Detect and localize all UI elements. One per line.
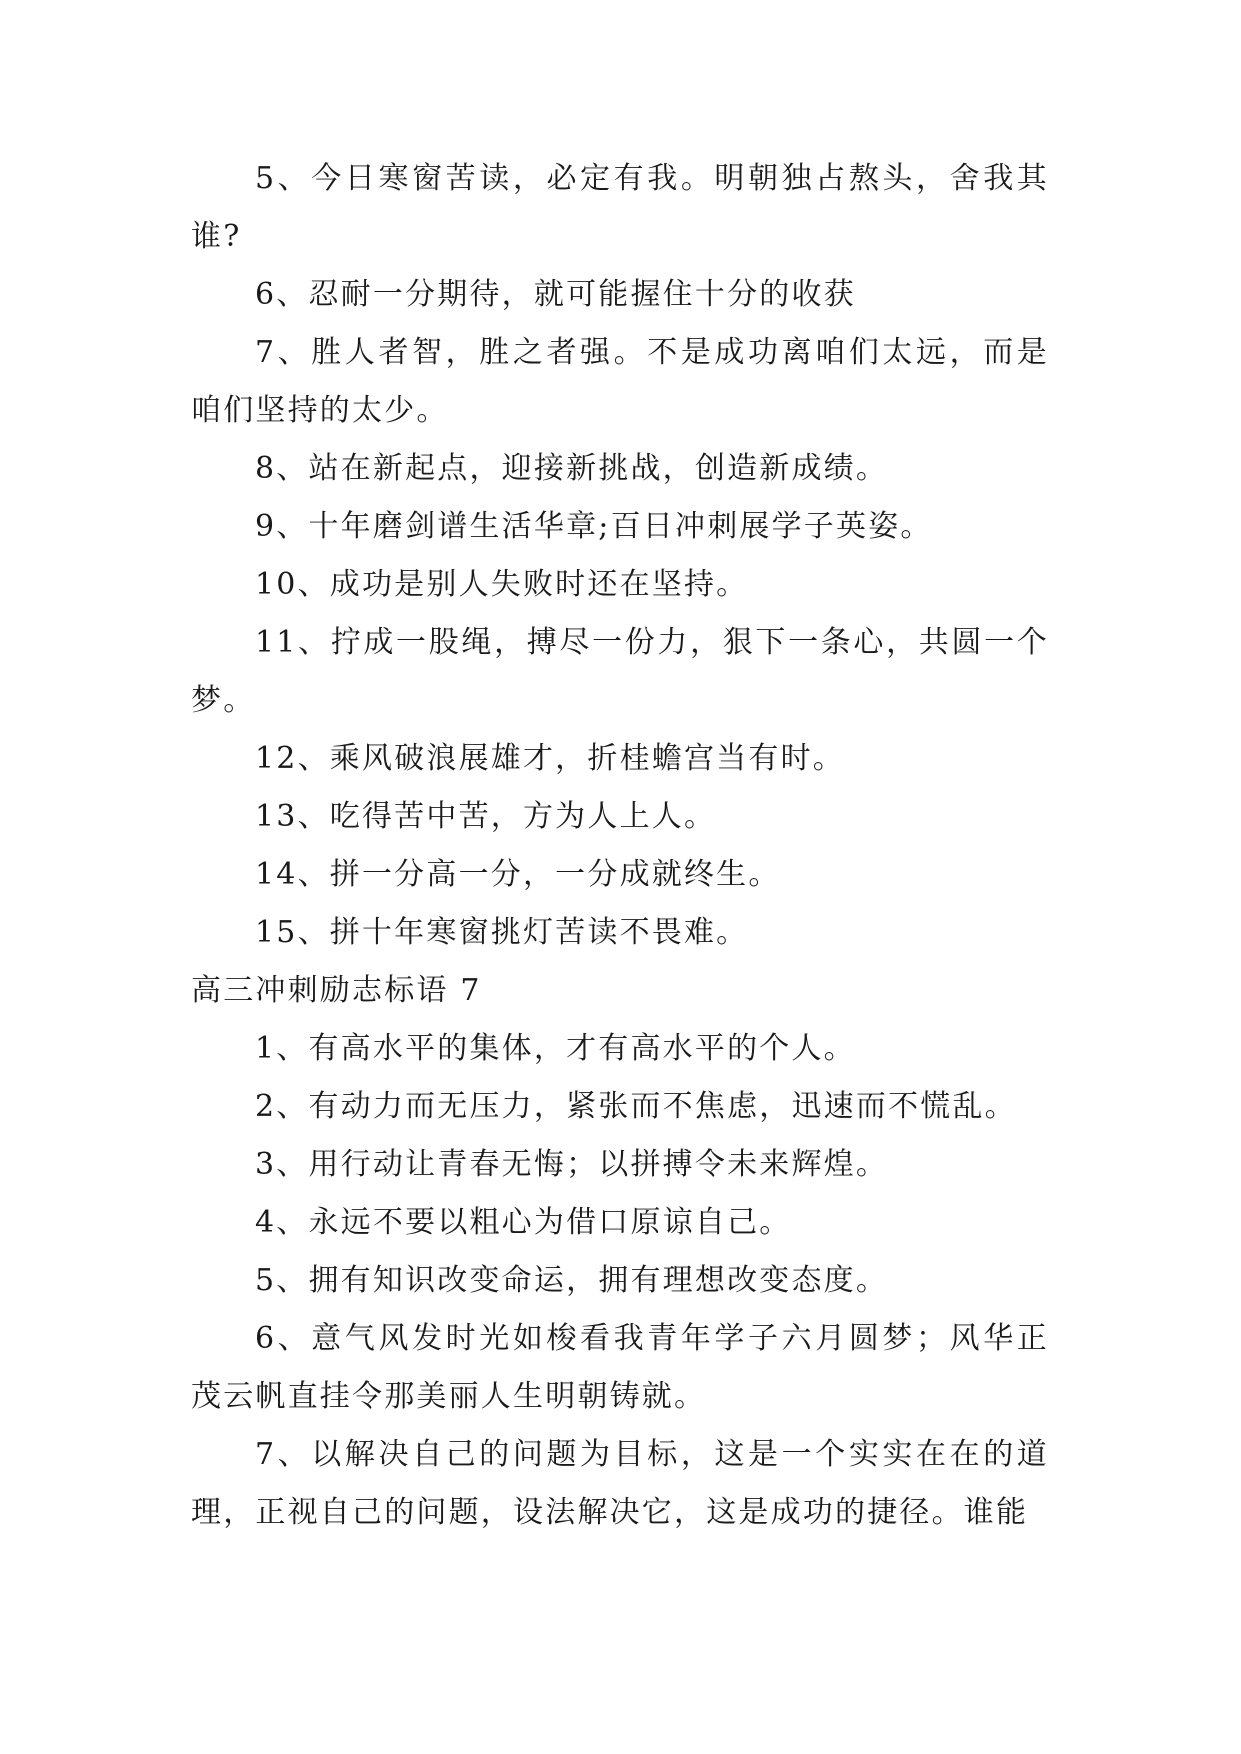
list-item: 3、用行动让青春无悔；以拼搏令未来辉煌。 bbox=[255, 1147, 889, 1182]
list-item: 11、拧成一股绳，搏尽一份力，狠下一条心，共圆一个梦。 bbox=[191, 625, 1049, 718]
list-item: 6、意气风发时光如梭看我青年学子六月圆梦；风华正茂云帆直挂令那美丽人生明朝铸就。 bbox=[191, 1321, 1049, 1414]
list-item: 4、永远不要以粗心为借口原谅自己。 bbox=[255, 1205, 792, 1240]
list-item: 9、十年磨剑谱生活华章;百日冲刺展学子英姿。 bbox=[255, 509, 933, 544]
list-item: 13、吃得苦中苦，方为人上人。 bbox=[255, 799, 717, 834]
document-page bbox=[191, 150, 1049, 1542]
list-item: 14、拼一分高一分，一分成就终生。 bbox=[255, 857, 781, 892]
list-item: 5、今日寒窗苦读，必定有我。明朝独占熬头，舍我其谁? bbox=[191, 161, 1049, 254]
list-item: 6、忍耐一分期待，就可能握住十分的收获 bbox=[255, 277, 856, 312]
list-item: 15、拼十年寒窗挑灯苦读不畏难。 bbox=[255, 915, 749, 950]
list-item: 12、乘风破浪展雄才，折桂蟾宫当有时。 bbox=[255, 741, 845, 776]
list-item: 1、有高水平的集体，才有高水平的个人。 bbox=[255, 1031, 856, 1066]
list-item: 5、拥有知识改变命运，拥有理想改变态度。 bbox=[255, 1263, 889, 1298]
list-item: 2、有动力而无压力，紧张而不焦虑，迅速而不慌乱。 bbox=[255, 1089, 1017, 1124]
list-item: 7、以解决自己的问题为目标，这是一个实实在在的道理，正视自己的问题，设法解决它，这是成功的捷径。谁能 bbox=[191, 1437, 1049, 1530]
list-item: 8、站在新起点，迎接新挑战，创造新成绩。 bbox=[255, 451, 889, 486]
section-heading: 高三冲刺励志标语 7 bbox=[191, 973, 482, 1008]
list-item: 10、成功是别人失败时还在坚持。 bbox=[255, 567, 749, 602]
list-item: 7、胜人者智，胜之者强。不是成功离咱们太远，而是咱们坚持的太少。 bbox=[191, 335, 1049, 428]
